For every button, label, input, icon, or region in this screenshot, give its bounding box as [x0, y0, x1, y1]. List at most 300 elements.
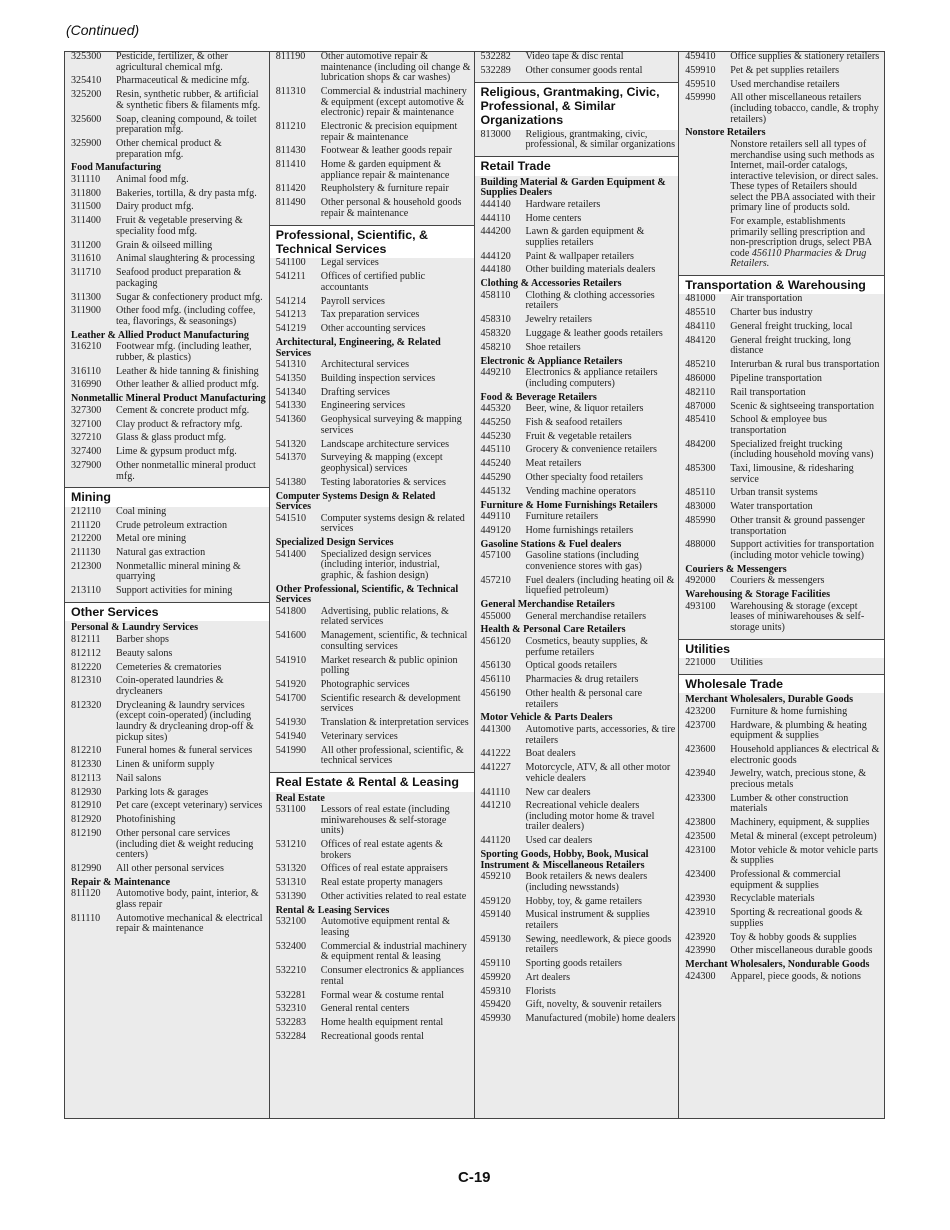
activity-description: Leather & hide tanning & finishing — [116, 365, 259, 377]
code-row — [685, 322, 882, 333]
code-row — [276, 732, 472, 743]
pba-code: 812320 — [71, 699, 102, 711]
pba-code: 449120 — [480, 524, 511, 536]
pba-code: 444200 — [480, 226, 511, 238]
code-row — [685, 540, 882, 561]
subsection-heading: Nonmetallic Mineral Product Manufacturing — [71, 393, 266, 405]
code-row — [276, 122, 472, 143]
code-row — [685, 516, 882, 537]
section-body — [679, 658, 884, 674]
pba-code: 541700 — [275, 692, 307, 704]
pba-code: 445240 — [480, 458, 511, 470]
pba-code: 441210 — [480, 800, 511, 812]
code-row — [685, 818, 882, 829]
code-row — [71, 342, 267, 363]
code-row — [71, 189, 267, 200]
code-row — [481, 432, 677, 443]
activity-description: Fruit & vegetable preserving & speciality food mfg. — [116, 215, 243, 237]
pba-code: 325300 — [71, 52, 102, 62]
section-body — [679, 695, 884, 987]
activity-description: Optical goods retailers — [525, 660, 617, 672]
code-row — [71, 367, 267, 378]
pba-code: 456130 — [480, 660, 511, 672]
pba-code: 221000 — [685, 657, 716, 669]
code-row — [276, 440, 472, 451]
pba-code: 541214 — [275, 295, 307, 307]
activity-description: Veterinary services — [320, 730, 398, 742]
code-row — [71, 521, 267, 532]
code-row — [276, 656, 472, 677]
code-row — [685, 721, 882, 742]
activity-description: Commercial & industrial machinery & equipment rental & leasing — [320, 940, 467, 963]
activity-description: Coin-operated laundries & drycleaners — [116, 675, 224, 697]
activity-description: Footwear & leather goods repair — [320, 145, 452, 157]
pba-code: 459110 — [480, 958, 511, 970]
code-row — [71, 293, 267, 304]
pba-code: 325900 — [71, 137, 102, 149]
pba-code: 212110 — [71, 505, 101, 517]
pba-code: 327300 — [71, 404, 102, 416]
code-row — [481, 897, 677, 908]
pba-code: 311800 — [71, 187, 101, 199]
code-row — [481, 612, 677, 623]
pba-code: 311900 — [71, 305, 101, 317]
subsection-heading: Specialized Design Services — [275, 537, 394, 549]
code-row — [71, 447, 267, 458]
activity-description: Lessors of real estate (including miniwarehouses & self-storage units) — [320, 804, 450, 837]
activity-description: Crude petroleum extraction — [116, 519, 227, 531]
code-row — [685, 946, 882, 957]
code-row — [481, 788, 677, 799]
activity-description: Video tape & disc rental — [525, 52, 624, 62]
activity-description: Recyclable materials — [730, 893, 815, 905]
code-row — [481, 227, 677, 248]
activity-description: Other consumer goods rental — [525, 64, 643, 76]
activity-description: Natural gas extraction — [116, 547, 206, 559]
pba-code: 211130 — [71, 547, 101, 559]
section — [65, 487, 269, 602]
activity-description: Other miscellaneous durable goods — [730, 945, 873, 957]
code-row — [481, 836, 677, 847]
code-row — [685, 93, 882, 125]
code-row — [71, 420, 267, 431]
pba-code: 327100 — [71, 418, 102, 430]
code-row — [276, 1018, 472, 1029]
activity-description: Scientific research & development services — [320, 692, 461, 715]
pba-code: 444110 — [480, 212, 511, 224]
activity-description: All other professional, scientific, & technical services — [320, 744, 464, 767]
activity-description: Sewing, needlework, & piece goods retailers — [525, 933, 672, 956]
section-title: Real Estate & Rental & Leasing — [270, 773, 474, 791]
code-row — [276, 631, 472, 652]
code-row — [276, 52, 472, 84]
pba-code: 532400 — [275, 940, 307, 952]
code-row — [481, 551, 677, 572]
activity-description: Tax preparation services — [320, 309, 420, 321]
activity-description: Electronic & precision equipment repair & maintenance — [320, 120, 458, 143]
code-row — [71, 406, 267, 417]
subsection-heading: Warehousing & Storage Facilities — [685, 589, 831, 601]
pba-code-table — [64, 51, 885, 1119]
code-row — [685, 769, 882, 790]
pba-code: 485210 — [685, 359, 716, 371]
subsection-heading: Couriers & Messengers — [685, 563, 787, 575]
section-body — [475, 52, 679, 82]
pba-code: 532289 — [480, 64, 511, 76]
activity-description: Geophysical surveying & mapping services — [320, 414, 462, 436]
activity-description: Meat retailers — [525, 458, 582, 470]
code-row — [685, 464, 882, 485]
pba-code: 423200 — [685, 705, 716, 717]
pba-code: 812330 — [71, 759, 102, 771]
code-row — [481, 343, 677, 354]
pba-code: 485410 — [685, 414, 716, 426]
code-row — [481, 459, 677, 470]
activity-description: Clay product & refractory mfg. — [116, 418, 243, 430]
pba-code: 541930 — [275, 717, 307, 729]
pba-code: 481000 — [685, 293, 716, 305]
pba-code: 211120 — [71, 519, 101, 531]
pba-code: 311400 — [71, 215, 101, 227]
pba-code: 327900 — [71, 459, 102, 471]
pba-code: 531100 — [275, 804, 306, 816]
activity-description: Toy & hobby goods & supplies — [730, 931, 857, 943]
pba-code: 444140 — [480, 198, 511, 210]
code-row — [276, 360, 472, 371]
pba-code: 488000 — [685, 539, 716, 551]
code-row — [71, 380, 267, 391]
note-paragraph — [730, 217, 882, 270]
pba-code: 212300 — [71, 560, 102, 572]
code-row — [276, 878, 472, 889]
code-row — [71, 306, 267, 327]
code-row — [276, 401, 472, 412]
code-row — [276, 917, 472, 938]
pba-code: 541920 — [275, 679, 307, 690]
section-title: Other Services — [65, 603, 269, 621]
code-row — [71, 52, 267, 73]
subsection-heading: Building Material & Garden Equipment & Supplies Dealers — [480, 176, 666, 199]
code-row — [481, 200, 677, 211]
pba-code: 485300 — [685, 463, 716, 475]
pba-code: 541510 — [275, 512, 307, 524]
section-body — [475, 178, 679, 1030]
activity-description: Drafting services — [320, 386, 390, 398]
activity-description: Other accounting services — [320, 323, 426, 335]
activity-description: Architectural services — [320, 359, 410, 371]
activity-description: Specialized freight trucking (including household moving vans) — [730, 438, 874, 461]
pba-code: 325600 — [71, 113, 102, 125]
code-row — [481, 512, 677, 523]
pba-code: 541211 — [275, 271, 306, 283]
activity-description: Metal & mineral (except petroleum) — [730, 830, 877, 842]
pba-code: 493100 — [685, 600, 716, 612]
activity-description: Other leather & allied product mfg. — [116, 379, 259, 391]
code-row — [71, 507, 267, 518]
section — [475, 156, 679, 1030]
activity-description: Fuel dealers (including heating oil & liquefied petroleum) — [525, 574, 675, 597]
pba-code: 449110 — [480, 511, 511, 523]
activity-description: Machinery, equipment, & supplies — [730, 817, 870, 829]
activity-description: Book retailers & news dealers (including newsstands) — [525, 871, 648, 893]
activity-description: Management, scientific, & technical consulting services — [320, 630, 468, 652]
activity-description: Fruit & vegetable retailers — [525, 430, 632, 442]
code-row — [276, 297, 472, 308]
code-row — [71, 788, 267, 799]
activity-description: Grocery & convenience retailers — [525, 444, 657, 456]
code-row — [685, 846, 882, 867]
code-row — [276, 87, 472, 119]
subsection-heading: Merchant Wholesalers, Durable Goods — [685, 694, 854, 706]
section — [270, 225, 474, 772]
pba-code: 541340 — [275, 386, 307, 398]
pba-code: 532282 — [480, 52, 511, 62]
code-row — [276, 198, 472, 219]
activity-description: Animal slaughtering & processing — [116, 253, 255, 265]
activity-description: Air transportation — [730, 293, 803, 305]
activity-description: Religious, grantmaking, civic, professional, & similar organizations — [525, 128, 676, 151]
table-column — [475, 52, 680, 1118]
subsection-heading: Food & Beverage Retailers — [480, 391, 597, 403]
code-row — [276, 478, 472, 489]
pba-code: 541600 — [275, 630, 307, 642]
pba-code: 459410 — [685, 52, 716, 62]
pba-code: 459990 — [685, 92, 716, 104]
code-row — [481, 214, 677, 225]
pba-code: 813000 — [480, 128, 511, 140]
pba-code: 441120 — [480, 835, 511, 847]
code-row — [481, 1000, 677, 1011]
pba-code: 327400 — [71, 446, 102, 458]
activity-description: Pipeline transportation — [730, 372, 822, 384]
pba-code: 459910 — [685, 64, 716, 76]
activity-description: Jewelry, watch, precious stone, & precious metals — [730, 768, 867, 790]
activity-description: Drycleaning & laundry services (except coin-operated) (including laundry & drycleaning drop-off & pickup sites) — [116, 699, 254, 743]
code-row — [71, 864, 267, 875]
code-row — [276, 310, 472, 321]
activity-description: Professional & commercial equipment & supplies — [730, 869, 841, 891]
pba-code: 458110 — [480, 289, 511, 301]
activity-description: Motorcycle, ATV, & all other motor vehicle dealers — [525, 762, 671, 784]
subsection-heading: General Merchandise Retailers — [480, 599, 615, 611]
activity-description: Other chemical product & preparation mfg. — [116, 137, 222, 160]
pba-code: 541910 — [275, 654, 307, 666]
section-body — [65, 507, 269, 602]
activity-description: Recreational vehicle dealers (including motor home & travel trailer dealers) — [525, 800, 655, 833]
activity-description: Gift, novelty, & souvenir retailers — [525, 999, 662, 1011]
subsection-heading: Real Estate — [275, 792, 325, 804]
activity-description: General freight trucking, long distance — [730, 334, 851, 357]
code-row — [481, 959, 677, 970]
section-body — [679, 294, 884, 638]
pba-code: 423910 — [685, 907, 716, 919]
pba-code: 441222 — [480, 748, 511, 760]
pba-code: 541940 — [275, 730, 307, 742]
code-row — [71, 815, 267, 826]
pba-code: 811310 — [275, 85, 306, 97]
section — [679, 639, 884, 674]
code-row — [276, 805, 472, 837]
pba-code: 459130 — [480, 933, 511, 945]
code-row — [276, 374, 472, 385]
code-row — [71, 268, 267, 289]
code-row — [685, 336, 882, 357]
pba-code: 811210 — [275, 120, 306, 132]
activity-description: Offices of real estate appraisers — [320, 863, 448, 875]
code-row — [276, 864, 472, 875]
activity-description: Pesticide, fertilizer, & other agricultural chemical mfg. — [116, 52, 228, 73]
activity-description: Market research & public opinion polling — [320, 654, 458, 677]
activity-description: Pharmacies & drug retailers — [525, 674, 639, 686]
activity-description: Landscape architecture services — [320, 438, 450, 450]
pba-code: 445132 — [480, 485, 511, 497]
activity-description: All other miscellaneous retailers (including tobacco, candle, & trophy retailers) — [730, 92, 879, 125]
code-row — [685, 66, 882, 77]
activity-description: Hardware retailers — [525, 198, 601, 210]
section-body — [475, 130, 679, 156]
pba-code: 812930 — [71, 786, 102, 798]
section-body — [270, 258, 474, 772]
pba-code: 459920 — [480, 971, 511, 983]
page-number: C-19 — [458, 1169, 491, 1186]
code-row — [276, 840, 472, 861]
code-row — [71, 829, 267, 861]
pba-code: 456120 — [480, 636, 511, 648]
pba-code: 811490 — [275, 197, 306, 209]
code-row — [685, 502, 882, 513]
code-row — [71, 774, 267, 785]
code-row — [71, 139, 267, 160]
pba-code: 531390 — [275, 891, 307, 902]
code-row — [481, 526, 677, 537]
pba-code: 423700 — [685, 719, 716, 731]
code-row — [276, 146, 472, 157]
pba-code: 316990 — [71, 379, 102, 391]
activity-description: Home centers — [525, 212, 582, 224]
pba-code: 325410 — [71, 75, 102, 87]
code-row — [481, 130, 677, 151]
pba-code: 541800 — [275, 605, 307, 617]
activity-description: Specialized design services (including interior, industrial, graphic, & fashion design) — [320, 548, 440, 581]
code-row — [685, 388, 882, 399]
code-row — [71, 760, 267, 771]
activity-description: Charter bus industry — [730, 307, 813, 319]
code-row — [71, 175, 267, 186]
code-row — [481, 661, 677, 672]
pba-code: 485990 — [685, 514, 716, 526]
continued-label: (Continued) — [66, 22, 140, 38]
activity-description: Cosmetics, beauty supplies, & perfume retailers — [525, 636, 649, 658]
activity-description: Advertising, public relations, & related services — [320, 605, 449, 628]
pba-code: 423100 — [685, 844, 716, 856]
activity-description: Funeral homes & funeral services — [116, 745, 253, 757]
activity-description: Other transit & ground passenger transportation — [730, 514, 865, 537]
code-row — [481, 675, 677, 686]
activity-description: Paint & wallpaper retailers — [525, 250, 634, 262]
pba-code: 441110 — [480, 786, 511, 798]
code-row — [276, 942, 472, 963]
pba-code: 812910 — [71, 800, 102, 812]
pba-code: 811120 — [71, 888, 101, 900]
pba-code: 811110 — [71, 912, 101, 924]
activity-description: Building inspection services — [320, 372, 436, 384]
activity-description: Coal mining — [116, 505, 167, 517]
code-row — [481, 872, 677, 893]
activity-description: New car dealers — [525, 786, 591, 798]
activity-description: Lawn & garden equipment & supplies retailers — [525, 226, 645, 248]
activity-description: Jewelry retailers — [525, 314, 592, 326]
subsection-heading: Personal & Laundry Services — [71, 622, 199, 634]
pba-code: 456110 — [480, 674, 511, 686]
activity-description: Art dealers — [525, 971, 571, 983]
pba-code: 541370 — [275, 452, 307, 464]
code-row — [71, 548, 267, 559]
activity-description: Couriers & messengers — [730, 575, 825, 587]
activity-description: Household appliances & electrical & electronic goods — [730, 744, 880, 766]
activity-description: Parking lots & garages — [116, 786, 209, 798]
note-text: Nonstore retailers sell all types of merchandise using such methods as Internet, mail-order catalogs, interactive television, or direct sales. These types of Retailers should select the PBA associated with their primary line of products sold. — [730, 138, 879, 214]
activity-description: Lime & gypsum product mfg. — [116, 446, 237, 458]
code-row — [71, 676, 267, 697]
activity-description: Taxi, limousine, & ridesharing service — [730, 463, 854, 485]
code-row — [685, 894, 882, 905]
section — [65, 52, 269, 487]
activity-description: Home & garden equipment & appliance repair & maintenance — [320, 159, 450, 181]
pba-code: 455000 — [480, 610, 511, 622]
pba-code: 423940 — [685, 768, 716, 780]
activity-description: Hardware, & plumbing & heating equipment & supplies — [730, 719, 867, 742]
code-row — [481, 252, 677, 263]
pba-code: 316110 — [71, 365, 101, 377]
code-row — [276, 550, 472, 582]
pba-code: 311710 — [71, 267, 101, 279]
pba-code: 459120 — [480, 895, 511, 907]
code-row — [685, 80, 882, 91]
activity-description: School & employee bus transportation — [730, 414, 827, 436]
pba-code: 531210 — [275, 839, 307, 851]
activity-description: Testing laboratories & services — [320, 476, 446, 488]
pba-code: 541350 — [275, 372, 307, 384]
code-row — [685, 602, 882, 634]
pba-code: 484110 — [685, 321, 716, 332]
code-row — [71, 202, 267, 213]
code-row — [685, 440, 882, 461]
activity-description: Gasoline stations (including convenience stores with gas) — [525, 550, 642, 572]
activity-description: Lumber & other construction materials — [730, 792, 849, 815]
activity-description: Metal ore mining — [116, 533, 187, 545]
code-row — [481, 801, 677, 833]
subsection-heading: Motor Vehicle & Parts Dealers — [480, 712, 613, 724]
pba-code: 459930 — [480, 1013, 511, 1025]
subsection-heading: Nonstore Retailers — [685, 127, 766, 139]
pba-code: 459140 — [480, 909, 511, 921]
pba-code: 445250 — [480, 416, 511, 428]
activity-description: Hobby, toy, & game retailers — [525, 895, 642, 907]
pba-code: 441227 — [480, 762, 511, 774]
code-row — [685, 908, 882, 929]
pba-code: 541100 — [275, 257, 306, 269]
code-row — [276, 453, 472, 474]
code-row — [685, 488, 882, 499]
pba-code: 457210 — [480, 574, 511, 586]
pba-code: 311110 — [71, 173, 101, 185]
subsection-heading: Repair & Maintenance — [71, 876, 171, 888]
subsection-heading: Rental & Leasing Services — [275, 904, 390, 916]
activity-description: Translation & interpretation services — [320, 717, 469, 729]
activity-description: Support activities for mining — [116, 585, 233, 597]
code-row — [481, 329, 677, 340]
pba-code: 445110 — [480, 444, 511, 456]
